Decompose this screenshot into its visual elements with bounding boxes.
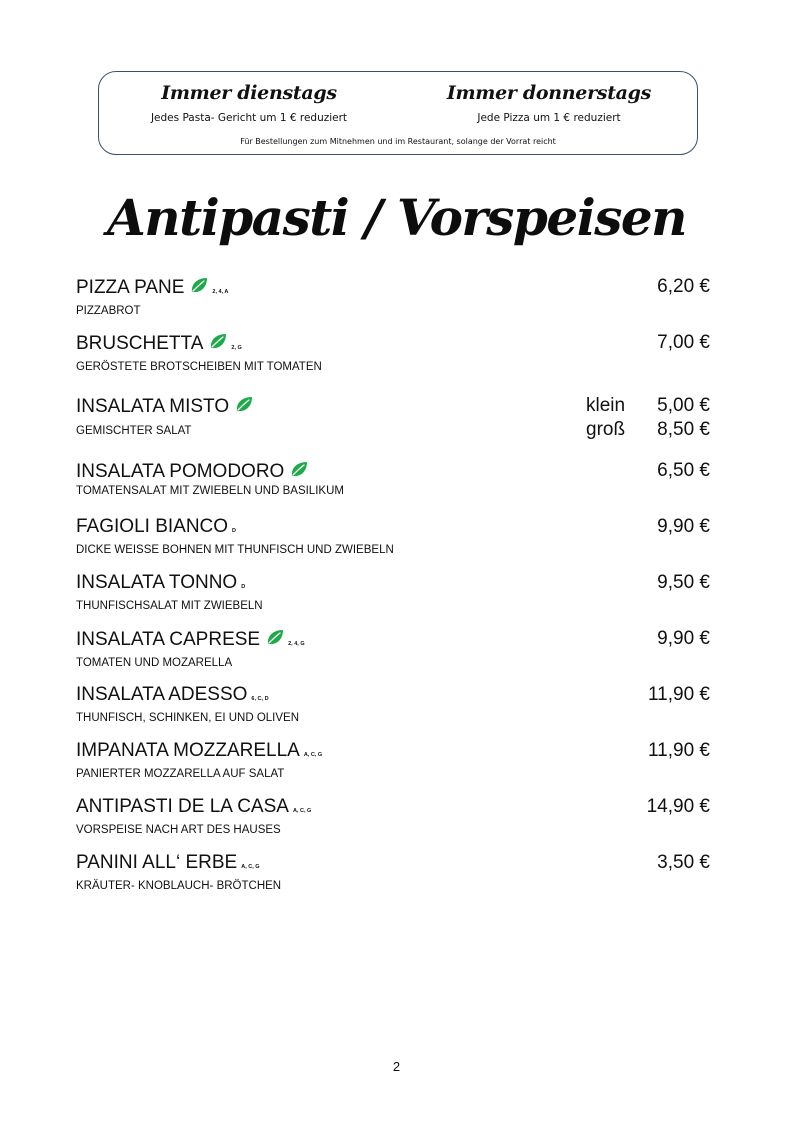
menu-item-name: INSALATA MISTO [76,396,230,417]
promo-thursday [399,80,699,125]
menu-item-allergens: D [232,528,237,534]
menu-item-name: PIZZA PANE [76,277,185,298]
menu-item-description: THUNFISCH, SCHINKEN, EI UND OLIVEN [76,712,299,724]
menu-item-price: 3,50 € [657,852,710,873]
size-price: 5,00 € [657,395,710,416]
menu-item-title [76,853,710,877]
menu-item-allergens: 2, G [231,345,242,351]
promo-thursday-text: Jede Pizza um 1 € reduziert [477,112,621,124]
menu-item-price: 6,50 € [657,460,710,481]
promo-tuesday-title: Immer dienstags [161,82,337,104]
menu-item-description: THUNFISCHSALAT MIT ZWIEBELN [76,600,263,612]
menu-item-name: PANINI ALL‘ ERBE [76,852,238,873]
menu-item-title [76,333,710,358]
menu-item [76,741,710,781]
size-label: groß [586,419,626,440]
menu-item-title [76,741,710,765]
promo-note: Für Bestellungen zum Mitnehmen und im Restaurant, solange der Vorrat reicht [240,137,556,146]
menu-item [76,853,710,893]
promo-tuesday [99,80,399,125]
menu-item-description: PANIERTER MOZZARELLA AUF SALAT [76,768,285,780]
menu-item-price: 9,90 € [657,516,710,537]
menu-item-name: INSALATA ADESSO [76,684,248,705]
menu-item-name: INSALATA CAPRESE [76,629,261,650]
menu-item-price: 9,50 € [657,572,710,593]
menu-item-name: ANTIPASTI DE LA CASA [76,796,289,817]
menu-item-price: 14,90 € [646,796,710,817]
menu-item-description: DICKE WEISSE BOHNEN MIT THUNFISCH UND ZWIEBELN [76,544,394,556]
leaf-icon [209,333,227,350]
leaf-icon [290,461,308,478]
menu-item-allergens: 6, C, D [251,696,269,702]
menu-item-description: TOMATEN UND MOZARELLA [76,657,233,669]
menu-item-allergens: 2, 4, A [212,289,229,295]
menu-item-title [76,685,710,709]
menu-item [76,333,710,374]
menu-item-name: FAGIOLI BIANCO [76,516,229,537]
promo-tuesday-text: Jedes Pasta- Gericht um 1 € reduziert [150,112,348,124]
page-title: Antipasti / Vorspeisen [106,188,687,247]
menu-item-price: 6,20 € [657,276,710,297]
menu-item-price: 7,00 € [657,332,710,353]
menu-item-description: GEMISCHTER SALAT [76,425,192,437]
page-number: 2 [392,1059,401,1074]
menu-item-name: INSALATA TONNO [76,572,238,593]
menu-item [76,461,710,498]
menu-item-price: 11,90 € [648,740,710,761]
menu-item-title [76,277,710,302]
promo-box [98,71,698,155]
size-label: klein [586,395,626,416]
menu-item [76,573,710,613]
menu-item-allergens: D [241,584,246,590]
menu-item [76,685,710,725]
menu-item-name: BRUSCHETTA [76,333,204,354]
menu-item-description: VORSPEISE NACH ART DES HAUSES [76,824,281,836]
leaf-icon [235,396,253,413]
leaf-icon [190,277,208,294]
menu-item-price: 9,90 € [657,628,710,649]
menu-item-title [76,629,710,654]
menu-item-name: INSALATA POMODORO [76,461,285,482]
menu-item-title [76,797,710,821]
menu-item-allergens: A, C, G [303,752,323,758]
menu-item-description: KRÄUTER- KNOBLAUCH- BRÖTCHEN [76,880,282,892]
menu-item-description: TOMATENSALAT MIT ZWIEBELN UND BASILIKUM [76,485,344,497]
menu-item-allergens: A, C, G [292,808,312,814]
menu-item [76,277,710,318]
promo-thursday-title: Immer donnerstags [446,82,652,104]
menu-item [76,396,710,438]
menu-item-title [76,573,710,597]
menu-item [76,517,710,557]
menu-item-allergens: 2, 4, G [288,641,305,647]
menu-item-title [76,461,710,482]
menu-item-name: IMPANATA MOZZARELLA [76,740,300,761]
leaf-icon [266,629,284,646]
menu-item [76,797,710,837]
menu-item-allergens: A, C, G [241,864,260,870]
menu-item-description: PIZZABROT [76,305,141,317]
menu-item [76,629,710,670]
size-price: 8,50 € [657,419,710,440]
menu-item-description: GERÖSTETE BROTSCHEIBEN MIT TOMATEN [76,361,322,373]
menu-item-title [76,517,710,541]
menu-item-price: 11,90 € [648,684,710,705]
